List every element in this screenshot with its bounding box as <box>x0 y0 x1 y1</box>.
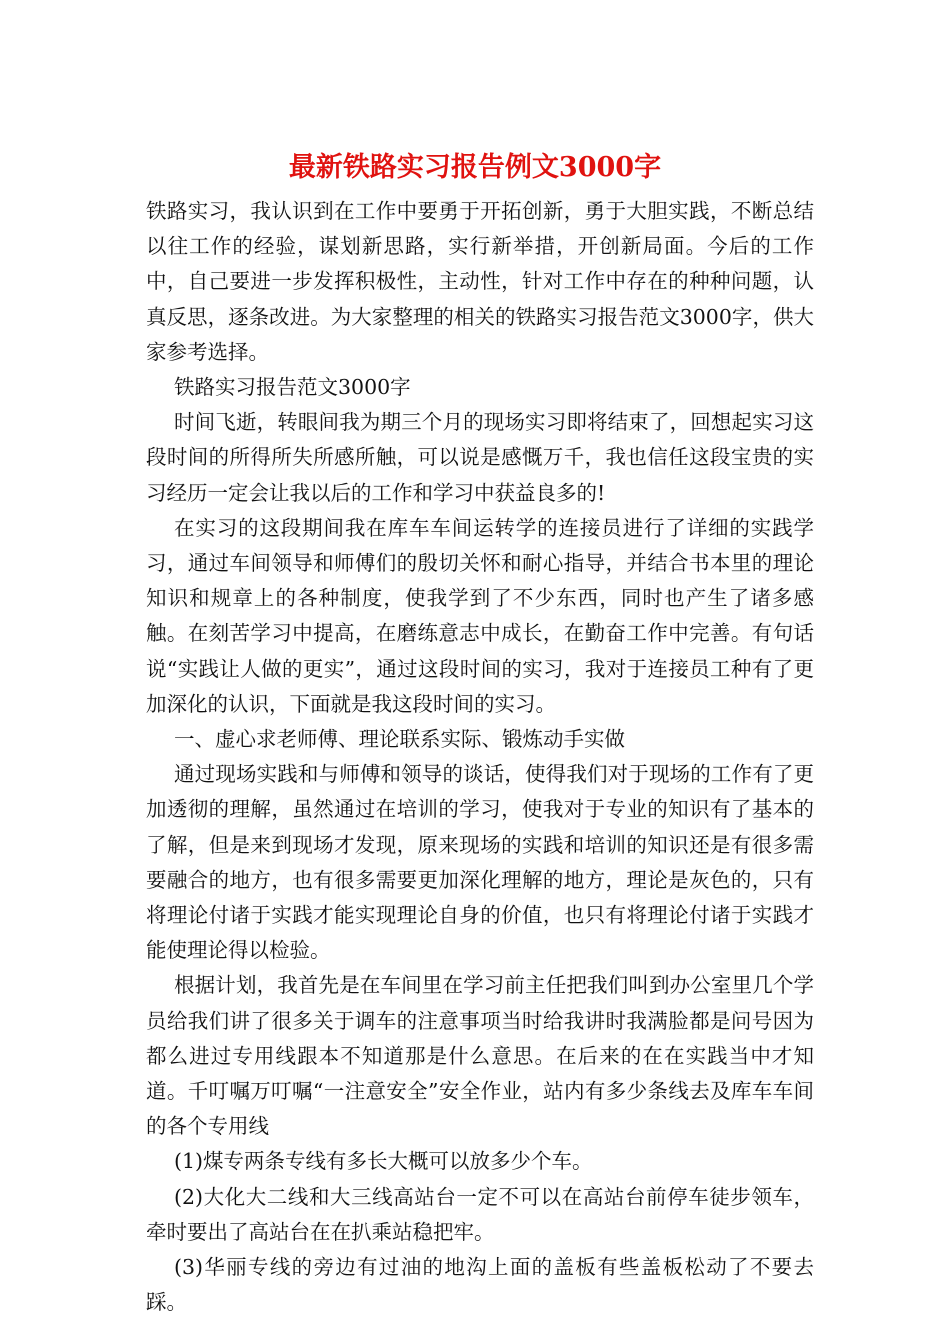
document-title: 最新铁路实习报告例文3000字 <box>288 152 662 183</box>
paragraph-intro: 铁路实习，我认识到在工作中要勇于开拓创新，勇于大胆实践，不断总结以往工作的经验，谋划新思路，实行新举措，开创新局面。今后的工作中，自己要进一步发挥积极性，主动性，针对工作中存在的种种问题，认真反思，逐条改进。为大家整理的相关的铁路实习报告范文3000字，供大家参考选择。 <box>146 199 814 364</box>
list-item: (1)煤专两条专线有多长大概可以放多少个车。 <box>174 1149 593 1174</box>
paragraph: 根据计划，我首先是在车间里在学习前主任把我们叫到办公室里几个学员给我们讲了很多关于调车的注意事项当时给我讲时我满脸都是问号因为都么进过专用线跟本不知道那是什么意思。在后来的在在实践当中才知道。千叮嘱万叮嘱“一注意安全”安全作业，站内有多少条线去及库车车间的各个专用线 <box>146 973 814 1139</box>
paragraph-subtitle: 铁路实习报告范文3000字 <box>174 375 411 400</box>
section-heading: 一、虚心求老师傅、理论联系实际、锻炼动手实做 <box>174 727 625 752</box>
list-item: (3)华丽专线的旁边有过油的地沟上面的盖板有些盖板松动了不要去踩。 <box>146 1255 814 1315</box>
paragraph: 在实习的这段期间我在库车车间运转学的连接员进行了详细的实践学习，通过车间领导和师傅们的殷切关怀和耐心指导，并结合书本里的理论知识和规章上的各种制度，使我学到了不少东西，同时也产生了诸多感触。在刻苦学习中提高，在磨练意志中成长，在勤奋工作中完善。有句话说“实践让人做的更实”，通过这段时间的实习，我对于连接员工种有了更加深化的认识，下面就是我这段时间的实习。 <box>146 515 814 716</box>
paragraph: 通过现场实践和与师傅和领导的谈话，使得我们对于现场的工作有了更加透彻的理解，虽然通过在培训的学习，使我对于专业的知识有了基本的了解，但是来到现场才发现，原来现场的实践和培训的知识还是有很多需要融合的地方，也有很多需要更加深化理解的地方，理论是灰色的，只有将理论付诸于实践才能实现理论自身的价值，也只有将理论付诸于实践才能使理论得以检验。 <box>146 762 814 963</box>
document-body <box>146 194 814 1321</box>
list-item: (2)大化大二线和大三线高站台一定不可以在高站台前停车徒步领车，牵时要出了高站台在在扒乘站稳把牢。 <box>146 1184 814 1244</box>
paragraph: 时间飞逝，转眼间我为期三个月的现场实习即将结束了，回想起实习这段时间的所得所失所感所触，可以说是感慨万千，我也信任这段宝贵的实习经历一定会让我以后的工作和学习中获益良多的! <box>146 410 814 505</box>
